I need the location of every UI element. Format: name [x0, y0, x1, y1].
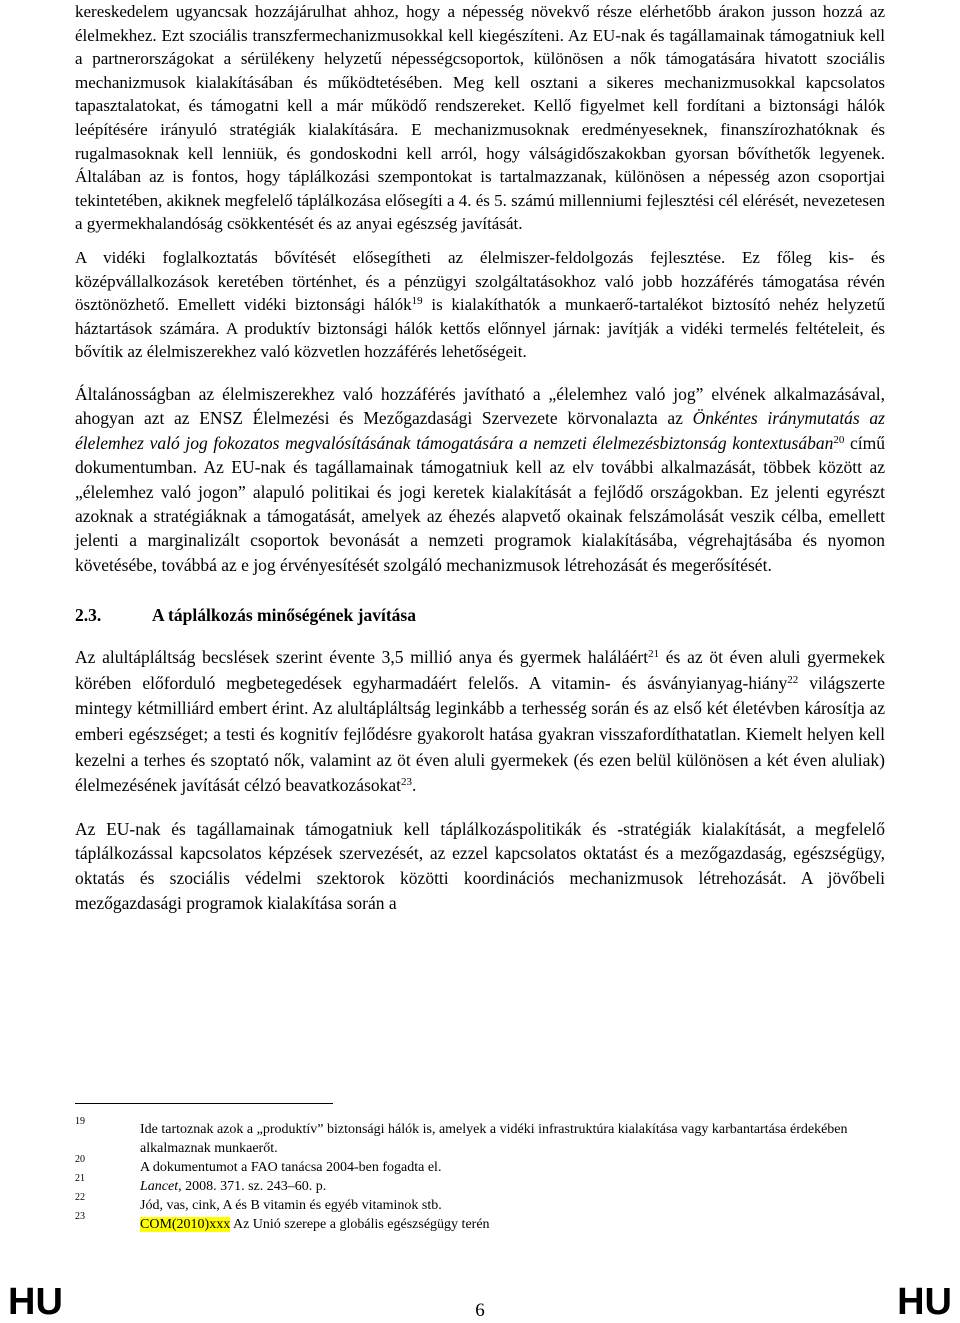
- text-run: Az alultápláltság becslések szerint évente 3,5 millió anya és gyermek haláláért: [75, 647, 649, 668]
- footnote-ref-23: 23: [401, 776, 413, 789]
- footnote-number: 23: [75, 1211, 85, 1222]
- text-run: világszerte mintegy kétmilliárd embert érint. Az alultápláltság leginkább a terhesség során és az első két életévben károsítja az emberi egészséget; a testi és kognitív fejlődésre gyakorolt hatása gyakran visszafordíthatatlan. Kiemelt helyen kell kezelni a terhes és szoptató nők, valamint az öt éven aluli gyermekek (és ezen belül különösen a két éven aluliak) élelmezésének javítását célzó beavatkozásokat: [75, 672, 885, 796]
- footnote-text: Az Unió szerepe a globális egészségügy terén: [230, 1217, 490, 1232]
- section-title: A táplálkozás minőségének javítása: [152, 605, 416, 626]
- footnote-21: [75, 1173, 887, 1196]
- text-run: is kialakíthatók a munkaerő-tartalékot biztosító nehéz helyzetű háztartások számára. A produktív biztonsági hálók kettős előnnyel járnak: javítják a vidéki termelés feltételeit, és bővítik az élelmiszerekhez való közvetlen hozzáférés lehetőségeit.: [75, 295, 885, 362]
- text-run: A vidéki foglalkoztatás bővítését elősegítheti az élelmiszer-feldolgozás fejlesztése. Ez főleg kis- és középvállalkozások keretében történhet, és a pénzügyi szolgáltatásokhoz való jobb hozzáférés támogatása révén ösztönözhető. Emellett vidéki biztonsági hálók: [75, 247, 885, 315]
- paragraph-malnutrition: [75, 645, 885, 799]
- footnote-text: Ide tartoznak azok a „produktív” biztonsági hálók is, amelyek a vidéki infrastruktúra kialakítása vagy karbantartása érdekében alkalmaznak munkaerőt.: [140, 1122, 848, 1156]
- footnote-22: [75, 1192, 887, 1215]
- section-number: 2.3.: [75, 605, 102, 626]
- footnote-number: 22: [75, 1192, 85, 1203]
- footnote-ref-22: 22: [787, 673, 799, 686]
- footnote-journal: Lancet,: [140, 1179, 182, 1194]
- footnote-ref-19: 19: [411, 295, 423, 308]
- paragraph-right-to-food: [75, 382, 885, 577]
- paragraph-nutrition-policy: Az EU-nak és tagállamainak támogatniuk kell táplálkozáspolitikák és -stratégiák kialakítását, a megfelelő táplálkozással kapcsolatos képzések szervezését, az ezzel kapcsolatos oktatást és a mezőgazdaság, egészségügy, oktatás és szociális védelmi szektorok közötti koordinációs mechanizmusok létrehozását. A jövőbeli mezőgazdasági programok kialakítása során a: [75, 818, 885, 913]
- paragraph-social-mechanisms: kereskedelem ugyancsak hozzájárulhat ahhoz, hogy a népesség növekvő része elérhetőbb árakon jusson hozzá az élelmekhez. Ezt szociális transzfermechanizmusokkal kell kiegészíteni. Az EU-nak és tagállamainak támogatniuk kell a partnerországokat a sérülékeny helyzetű népességcsoportok, különösen a nők támogatására hivatott szociális mechanizmusok kialakításában és működtetésében. Meg kell osztani a sikeres mechanizmusokkal kapcsolatos tapasztalatokat, és támogatni kell a már működő rendszereket. Kellő figyelmet kell fordítani a biztonsági hálók leépítésére irányuló stratégiák kialakítására. E mechanizmusoknak eredményeseknek, finanszírozhatóknak és rugalmasoknak kell lenniük, és gondoskodni kell arról, hogy válságidőszakokban gyorsan bővíthetők legyenek. Általában az is fontos, hogy táplálkozási szempontokat is tartalmazzanak, különösen a népesség azon csoportjai tekintetében, akiknek megfelelő táplálkozása elősegíti a 4. és 5. számú millenniumi fejlesztési cél elérését, nevezetesen a gyermekhalandóság csökkentését és az anyai egészség javítását.: [75, 2, 886, 234]
- footnote-ref-20: 20: [833, 433, 845, 446]
- footnote-number: 20: [75, 1154, 85, 1165]
- text-run: .: [412, 775, 417, 796]
- text-run: Általánosságban az élelmiszerekhez való hozzáférés javítható a „élelemhez való jog” elvének alkalmazásával, ahogyan azt az ENSZ Élelmezési és Mezőgazdasági Szervezete körvonalazta az: [75, 383, 885, 429]
- footer-language-right: HU: [897, 1281, 952, 1323]
- footnote-19: [75, 1116, 887, 1158]
- document-body: [75, 0, 885, 915]
- footer-language-left: HU: [8, 1281, 63, 1323]
- footnote-text: A dokumentumot a FAO tanácsa 2004-ben fogadta el.: [140, 1160, 442, 1175]
- footnote-number: 19: [75, 1116, 85, 1127]
- footnote-separator: [75, 1103, 333, 1104]
- footnote-number: 21: [75, 1173, 85, 1184]
- text-run: című dokumentumban. Az EU-nak és tagállamainak támogatniuk kell az elv további alkalmazását, többek között az „élelemhez való jogon” alapuló politikai és jogi keretek kialakítását a fejlődő országokban. Ez jelenti egyrészt azoknak a stratégiáknak a támogatását, amelyek az éhezés alapvető okainak felszámolását veszik célba, emellett jelenti a marginalizált csoportok bevonását a nemzeti programok kialakításába, végrehajtásába és nyomon követésébe, továbbá az e jog érvényesítését szolgáló mechanizmusok létrehozását és megerősítését.: [75, 432, 885, 575]
- footnotes: [75, 1116, 887, 1234]
- italic-title: Önkéntes iránymutatás az élelemhez való jog fokozatos megvalósításának támogatására a nemzeti élelmezésbiztonság kontextusában: [75, 408, 885, 453]
- text-run: és az öt éven aluli gyermekek körében előforduló megbetegedések egyharmadáért felelős. A vitamin- és ásványianyag-hiány: [75, 647, 886, 693]
- footnote-23: [75, 1211, 887, 1234]
- footnote-ref-21: 21: [648, 648, 660, 661]
- footnote-20: [75, 1154, 887, 1177]
- highlighted-reference: COM(2010)xxx: [140, 1217, 231, 1232]
- paragraph-rural-employment: [75, 246, 885, 364]
- page-number: 6: [475, 1300, 485, 1321]
- footnote-text: 2008. 371. sz. 243–60. p.: [181, 1179, 327, 1194]
- footnote-text: Jód, vas, cink, A és B vitamin és egyéb vitaminok stb.: [140, 1198, 442, 1213]
- section-heading: [75, 603, 885, 627]
